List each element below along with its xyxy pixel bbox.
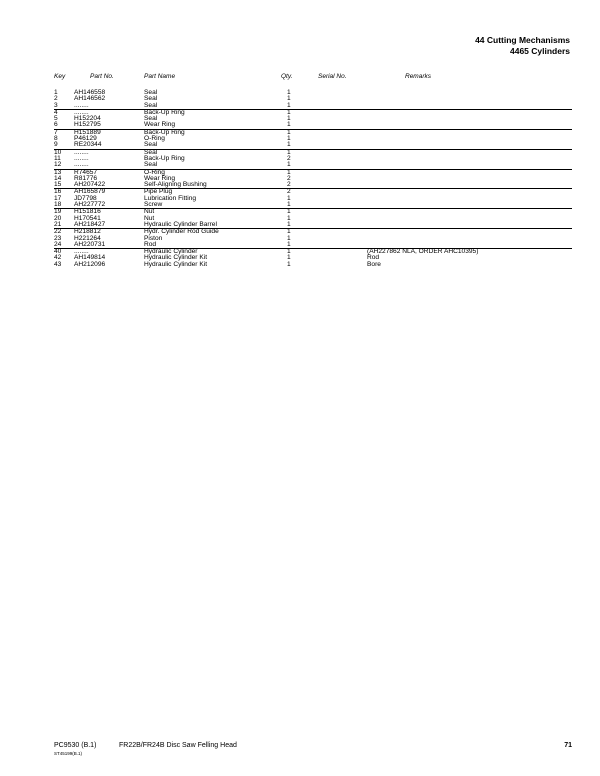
table-row bbox=[54, 162, 572, 169]
row-part-name: Screw bbox=[144, 201, 163, 209]
row-key: 23 bbox=[54, 234, 62, 242]
page-number: 71 bbox=[564, 742, 572, 749]
row-qty: 1 bbox=[287, 89, 291, 96]
row-key: 11 bbox=[54, 154, 61, 162]
row-part-no: ........ bbox=[74, 101, 89, 109]
row-part-no: H170541 bbox=[74, 214, 101, 222]
row-part-no: ........ bbox=[74, 154, 89, 162]
row-part-name: Self-Aligning Bushing bbox=[144, 181, 207, 189]
row-part-name: Hydr. Cylinder Rod Guide bbox=[144, 228, 219, 236]
row-part-name: Wear Ring bbox=[144, 174, 176, 182]
table-row bbox=[54, 242, 572, 249]
row-part-name: Piston bbox=[144, 234, 163, 242]
row-qty: 2 bbox=[287, 174, 291, 182]
row-part-name: Lubrication Fitting bbox=[144, 194, 197, 202]
col-header-remarks: Remarks bbox=[405, 73, 432, 80]
row-key: 18 bbox=[54, 201, 62, 209]
row-part-no: AH146562 bbox=[74, 95, 106, 103]
row-part-name: Seal bbox=[144, 141, 158, 149]
col-header-key: Key bbox=[54, 73, 66, 80]
row-key: 15 bbox=[54, 181, 62, 189]
row-part-no: JD7798 bbox=[74, 194, 97, 202]
table-row bbox=[54, 103, 572, 110]
row-key: 17 bbox=[54, 194, 62, 202]
row-part-no: H152204 bbox=[74, 115, 101, 123]
row-part-name: Back-Up Ring bbox=[144, 154, 185, 162]
col-header-part-name: Part Name bbox=[144, 73, 176, 80]
row-part-no: ........ bbox=[74, 248, 89, 256]
table-row bbox=[54, 122, 572, 129]
row-part-name: Seal bbox=[144, 161, 158, 169]
row-key: 9 bbox=[54, 141, 58, 149]
row-part-name: Hydraulic Cylinder Barrel bbox=[144, 220, 217, 228]
row-qty: 1 bbox=[287, 194, 291, 202]
row-qty: 1 bbox=[287, 161, 291, 169]
row-part-no: AH220731 bbox=[74, 240, 106, 248]
parts-table bbox=[54, 90, 572, 268]
row-qty: 2 bbox=[287, 188, 291, 196]
row-qty: 1 bbox=[287, 228, 291, 236]
row-qty: 1 bbox=[287, 254, 291, 262]
row-part-no: R81776 bbox=[74, 174, 98, 182]
row-key: 43 bbox=[54, 260, 62, 268]
row-part-name: O-Ring bbox=[144, 135, 165, 143]
row-part-name: Rod bbox=[144, 240, 157, 248]
row-qty: 2 bbox=[287, 154, 291, 162]
row-qty: 1 bbox=[287, 121, 291, 129]
row-part-no: R74657 bbox=[74, 168, 98, 176]
row-qty: 2 bbox=[287, 181, 291, 189]
row-part-name: Wear Ring bbox=[144, 121, 176, 129]
row-part-name: Seal bbox=[144, 148, 158, 156]
row-part-no: AH165879 bbox=[74, 188, 106, 196]
row-remarks: Rod bbox=[367, 254, 380, 262]
row-qty: 1 bbox=[287, 240, 291, 248]
row-key: 24 bbox=[54, 240, 62, 248]
row-part-name: Hydraulic Cylinder Kit bbox=[144, 260, 208, 268]
section-title: 44 Cutting Mechanisms bbox=[475, 35, 570, 45]
row-part-no: AH227772 bbox=[74, 201, 106, 209]
row-part-no: P46129 bbox=[74, 135, 97, 143]
row-key: 22 bbox=[54, 228, 62, 236]
row-key: 4 bbox=[54, 108, 58, 116]
row-key: 19 bbox=[54, 208, 62, 216]
row-qty: 1 bbox=[287, 248, 291, 256]
row-qty: 1 bbox=[287, 135, 291, 143]
table-row bbox=[54, 202, 572, 209]
col-header-qty: Qty. bbox=[281, 73, 293, 80]
row-part-name: Seal bbox=[144, 95, 158, 103]
row-part-no: AH207422 bbox=[74, 181, 106, 189]
col-header-serial-no: Serial No. bbox=[318, 73, 347, 80]
row-key: 21 bbox=[54, 220, 62, 228]
row-key: 20 bbox=[54, 214, 62, 222]
row-part-no: AH149814 bbox=[74, 254, 106, 262]
row-part-no: AH218427 bbox=[74, 220, 106, 228]
footer-title: FR22B/FR24B Disc Saw Felling Head bbox=[119, 742, 237, 749]
row-qty: 1 bbox=[287, 141, 291, 149]
row-qty: 1 bbox=[287, 101, 291, 109]
row-key: 2 bbox=[54, 95, 58, 103]
row-part-name: Back-Up Ring bbox=[144, 108, 185, 116]
row-remarks: (AH227862 NLA, ORDER AHC10395) bbox=[367, 248, 479, 256]
row-qty: 1 bbox=[287, 108, 291, 116]
row-part-no: H151816 bbox=[74, 208, 101, 216]
row-part-no: AH212096 bbox=[74, 260, 106, 268]
subsection-title: 4465 Cylinders bbox=[509, 46, 570, 56]
row-qty: 1 bbox=[287, 148, 291, 156]
footer-code: ST45199(B.1) bbox=[54, 751, 83, 756]
row-key: 16 bbox=[54, 188, 62, 196]
row-key: 10 bbox=[54, 148, 62, 156]
row-part-no: RE20344 bbox=[74, 141, 102, 149]
row-key: 7 bbox=[54, 128, 58, 136]
row-part-name: Seal bbox=[144, 89, 158, 96]
row-part-no: H221264 bbox=[74, 234, 101, 242]
row-qty: 1 bbox=[287, 220, 291, 228]
row-qty: 1 bbox=[287, 128, 291, 136]
row-part-name: Nut bbox=[144, 208, 155, 216]
table-row bbox=[54, 182, 572, 189]
page-header bbox=[475, 35, 570, 57]
table-row bbox=[54, 222, 572, 229]
footer-doc-number: PC9530 (B.1) bbox=[54, 742, 97, 749]
row-key: 5 bbox=[54, 115, 58, 123]
row-qty: 1 bbox=[287, 260, 291, 268]
row-qty: 1 bbox=[287, 115, 291, 123]
col-header-part-no: Part No. bbox=[90, 73, 114, 80]
row-part-name: O-Ring bbox=[144, 168, 165, 176]
row-qty: 1 bbox=[287, 201, 291, 209]
row-qty: 1 bbox=[287, 214, 291, 222]
row-part-name: Back-Up Ring bbox=[144, 128, 185, 136]
row-part-no: H152795 bbox=[74, 121, 101, 129]
row-key: 1 bbox=[54, 89, 58, 96]
row-part-no: ........ bbox=[74, 108, 89, 116]
table-row bbox=[54, 262, 572, 268]
row-part-name: Pipe Plug bbox=[144, 188, 173, 196]
row-key: 40 bbox=[54, 248, 62, 256]
row-key: 12 bbox=[54, 161, 62, 169]
row-part-no: ........ bbox=[74, 148, 89, 156]
row-part-name: Nut bbox=[144, 214, 155, 222]
row-qty: 1 bbox=[287, 168, 291, 176]
row-qty: 1 bbox=[287, 95, 291, 103]
table-row bbox=[54, 142, 572, 149]
row-part-name: Hydraulic Cylinder bbox=[144, 248, 198, 256]
row-part-no: ........ bbox=[74, 161, 89, 169]
row-key: 6 bbox=[54, 121, 58, 129]
row-part-name: Seal bbox=[144, 101, 158, 109]
row-qty: 1 bbox=[287, 234, 291, 242]
row-qty: 1 bbox=[287, 208, 291, 216]
row-key: 14 bbox=[54, 174, 62, 182]
row-remarks: Bore bbox=[367, 260, 381, 268]
row-part-no: AH146558 bbox=[74, 89, 106, 96]
row-key: 42 bbox=[54, 254, 62, 262]
row-part-name: Seal bbox=[144, 115, 158, 123]
row-part-name: Hydraulic Cylinder Kit bbox=[144, 254, 208, 262]
row-key: 8 bbox=[54, 135, 58, 143]
row-key: 13 bbox=[54, 168, 62, 176]
row-part-no: H218812 bbox=[74, 228, 101, 236]
row-part-no: H151889 bbox=[74, 128, 101, 136]
row-key: 3 bbox=[54, 101, 58, 109]
